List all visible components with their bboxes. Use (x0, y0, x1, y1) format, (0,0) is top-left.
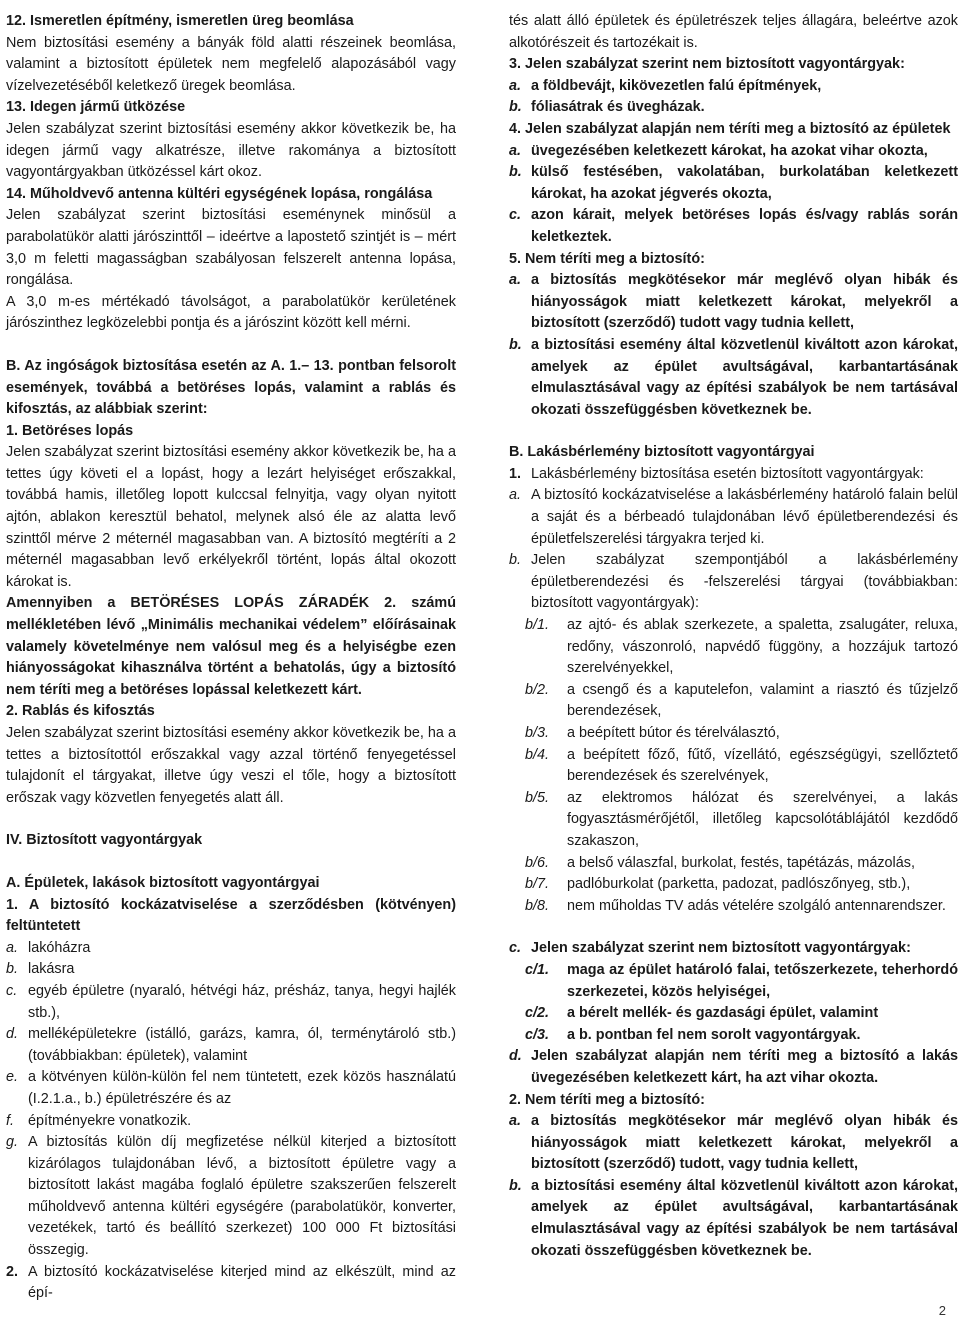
list-item (6, 1067, 456, 1110)
sub-list-item (509, 615, 958, 680)
list-text: Jelen szabályzat szempontjából a lakásbérlemény épületberendezési és -felszerelési tárgyai (továbbiakban: biztosított vagyontárgyak): (531, 552, 958, 612)
list-marker: d. (509, 1048, 522, 1065)
list-text: fóliasátrak és üvegházak. (531, 99, 705, 116)
list-item (509, 335, 958, 421)
section-12-title: 12. Ismeretlen építmény, ismeretlen üreg beomlása (6, 13, 354, 29)
list-marker: a. (6, 939, 19, 956)
list-item (6, 959, 456, 981)
sub-list-marker: b/6. (525, 854, 550, 871)
list-marker: a. (509, 77, 522, 94)
list-item (509, 1176, 958, 1262)
section-a1-title: 1. A biztosító kockázatviselése a szerződésben (kötvényen) feltüntetett (6, 896, 456, 935)
section-a2-number: 2. (6, 1263, 19, 1280)
sub-list-item (509, 680, 958, 723)
section-b1-title: 1. Betöréses lopás (6, 422, 134, 439)
list-marker: b. (6, 961, 19, 978)
list-item (509, 76, 958, 98)
section-14-title: 14. Műholdvevő antenna kültéri egységének lopása, rongálása (6, 185, 433, 202)
sub-list-text: a b. pontban fel nem sorolt vagyontárgyak. (567, 1026, 861, 1043)
section-14-text: Jelen szabályzat szerint biztosítási eseménynek minősül a parabolatükör alatti járószinttől – ideértve a lapostető szintjét is – mért 3,0 m feletti magasságban szabályosan felszerelt antenna lopása, rongálása. (6, 207, 456, 289)
list-text: azon kárait, melyek betöréses lopás és/vagy rablás során keletkeztek. (531, 207, 958, 245)
section-13-title: 13. Idegen jármű ütközése (6, 99, 186, 116)
section-2-title: 2. Nem téríti meg a biztosító: (509, 1091, 705, 1108)
section-rb1 (509, 464, 958, 486)
sub-list-item (509, 960, 958, 1003)
sub-list-text: a csengő és a kaputelefon, valamint a riasztó és tűzjelző berendezések, (567, 681, 958, 720)
section-b2-title: 2. Rablás és kifosztás (6, 703, 155, 720)
sub-list-item (509, 874, 958, 896)
list-marker: b. (509, 336, 522, 353)
sub-list-marker: b/5. (525, 789, 550, 806)
section-b1-clause: Amennyiben a BETÖRÉSES LOPÁS ZÁRADÉK 2. számú mellékletében lévő „Minimális mechanikai védelem” előírásainak valamely követelménye nem valósul meg és a helyiségbe ezen hiányosságokat kihasználva történt a behatolás, úgy a biztosító nem téríti meg a betöréses lopással keletkezett kárt. (6, 595, 456, 698)
section-3-title: 3. Jelen szabályzat szerint nem biztosított vagyontárgyak: (509, 56, 905, 73)
right-column (509, 11, 958, 1262)
list-item (509, 485, 958, 550)
sub-list-marker: c/2. (525, 1005, 550, 1022)
list-text: A biztosító kockázatviselése a lakásbérlemény határoló falain belül a saját és a bérbeadó tulajdonában lévő épületberendezési és épületfelszerelési tárgyakra terjed ki. (531, 487, 958, 547)
list-marker: a. (509, 142, 522, 159)
list-text: építményekre vonatkozik. (28, 1112, 192, 1129)
list-item (509, 205, 958, 248)
section-b-rental-title: B. Lakásbérlemény biztosított vagyontárgyai (509, 444, 815, 461)
list-item (509, 141, 958, 163)
list-marker: a. (509, 487, 522, 504)
section-rb1-text: Lakásbérlemény biztosítása esetén biztosított vagyontárgyak: (531, 465, 924, 482)
list-text: a biztosítás megkötésekor már meglévő olyan hibák és hiányosságok miatt keletkezett károkat, melyekről a biztosított (szerződő) tudott, vagy tudnia kellett, (531, 1113, 958, 1173)
continued-text: tés alatt álló épületek és épületrészek teljes állagára, beleértve azok alkotórészeit és tartozékait is. (509, 13, 958, 51)
section-14-text-2: A 3,0 m-es mértékadó távolságot, a parabolatükör kerületének járószinthez legközelebbi pontja és a járószint között kell mérni. (6, 293, 456, 332)
list-item (6, 938, 456, 960)
list-text: a biztosítás megkötésekor már meglévő olyan hibák és hiányosságok miatt keletkezett károkat, melyekről a biztosított (szerződő) tudott vagy tudnia kellett, (531, 272, 958, 332)
list-text: külső festésében, vakolatában, burkolatában keletkezett károkat, ha azokat jégverés okozta, (531, 164, 958, 202)
list-text: a biztosítási esemény által közvetlenül kiváltott azon károkat, amelyek az épület avultságával, karbantartásának elmulasztásával vagy az építési szabályok be nem tartásával okozati összefüggésben következnek be. (531, 336, 958, 418)
list-marker: f. (6, 1112, 14, 1129)
list-text: lakóházra (28, 939, 91, 956)
sub-list-marker: c/1. (525, 961, 550, 978)
list-text: a biztosítási esemény által közvetlenül kiváltott azon károkat, amelyek az épület avultságával, karbantartásának elmulasztásával vagy az építési szabályok be nem tartásával okozati összefüggésben következnek be. (531, 1177, 958, 1259)
list-marker: c. (509, 940, 522, 957)
list-item (6, 1132, 456, 1262)
list-marker: b. (509, 1177, 522, 1194)
sub-list-text: az ajtó- és ablak szerkezete, a spaletta, zsalugáter, reluxa, redőny, vászonroló, napvédő függöny, a hozzájuk tartozó szerelvényekkel, (567, 617, 958, 677)
sub-list-marker: c/3. (525, 1026, 550, 1043)
section-b-title: B. Az ingóságok biztosítása esetén az A. 1.– 13. pontban felsorolt események, továbbá a betöréses lopás, valamint a rablás és kifosztás, az alábbiak szerint: (6, 357, 456, 418)
list-text: üvegezésében keletkezett károkat, ha azokat vihar okozta, (531, 142, 928, 159)
list-marker: b. (509, 164, 522, 181)
list-marker: c. (509, 207, 522, 224)
list-text: Jelen szabályzat szerint nem biztosított vagyontárgyak: (531, 940, 911, 957)
list-item (509, 1046, 958, 1089)
sub-list-item (509, 723, 958, 745)
section-a2-text: A biztosító kockázatviselése kiterjed mind az elkészült, mind az épí- (28, 1263, 456, 1302)
section-b2-text: Jelen szabályzat szerint biztosítási esemény akkor következik be, ha a tettes a biztosítottól erőszakkal vagy azzal történő fenyegetéssel tulajdonít el tárgyakat, illetve úgy veszi el tőle, hogy a biztosított erőszak vagy közvetlen fenyegetés alatt áll. (6, 725, 456, 806)
sub-list-text: padlóburkolat (parketta, padozat, padlószőnyeg, stb.), (567, 876, 911, 893)
list-item (509, 162, 958, 205)
list-item (509, 550, 958, 615)
sub-list-marker: b/3. (525, 725, 550, 741)
sub-list-item (509, 853, 958, 875)
section-a-title: A. Épületek, lakások biztosított vagyontárgyai (6, 874, 320, 891)
section-4-title: 4. Jelen szabályzat alapján nem téríti meg a biztosító az épületek (509, 120, 951, 137)
list-marker: a. (509, 272, 522, 289)
list-text: A biztosítás külön díj megfizetése nélkül kiterjed a biztosított kizárólagos tulajdonában lévő, a biztosított épületre vagy a biztosított lakást magába foglaló épületre szakszerűen felszerelt műholdvevő antenna kültéri egységére (parabolatükör, konverter, vezetékek, tartó és beállító szerkezet) 100 000 Ft biztosítási összegig. (28, 1134, 456, 1259)
b-sublist (509, 615, 958, 917)
list-marker: g. (6, 1134, 19, 1151)
sub-list-text: a bérelt mellék- és gazdasági épület, valamint (567, 1005, 879, 1022)
list-marker: b. (509, 552, 522, 569)
section-5-title: 5. Nem téríti meg a biztosító: (509, 250, 705, 267)
section-12-text: Nem biztosítási esemény a bányák föld alatti részeinek beomlása, valamint a biztosított épületek nem megfelelő alapozásából vagy vízelvezetéséből keletkező üregek beomlása. (6, 34, 456, 94)
list-marker: e. (6, 1069, 19, 1086)
sub-list-item (509, 1025, 958, 1047)
section-b1-text: Jelen szabályzat szerint biztosítási esemény akkor következik be, ha a tettes úgy követi el a lopást, hogy a lezárt helyiséget erőszakkal, továbbá hamis, illetőleg lopott kulccsal felnyitja, vagy olyan nyitott ajtón, ablakon keresztül behatol, melynek alsó éle az alatta levő szinttől mérve 2 méternél magasabban van. A biztosító megtéríti a 2 méternél magasabban levő erkélyekről történt, lopás által okozott károkat is. (6, 444, 456, 590)
list-item (509, 270, 958, 335)
list-text: a földbevájt, kikövezetlen falú építmények, (531, 77, 822, 94)
section-13-text: Jelen szabályzat szerint biztosítási esemény akkor következik be, ha idegen jármű vagy alkatrésze, illetve rakománya a biztosított vagyontárgyakban ütközéssel kárt okoz. (6, 120, 456, 181)
list-item (509, 97, 958, 119)
list-text: a kötvényen külön-külön fel nem tüntetett, ezek közös használatú (I.2.1.a., b.) épületrészére és az (28, 1069, 456, 1107)
section-a2 (6, 1262, 456, 1305)
chapter-iv-title: IV. Biztosított vagyontárgyak (6, 832, 203, 849)
sub-list-text: a belső válaszfal, burkolat, festés, tapétázás, mázolás, (567, 854, 915, 871)
list-text: egyéb épületre (nyaraló, hétvégi ház, présház, tanya, hegyi hajlék stb.), (28, 982, 456, 1021)
sub-list-item (509, 896, 958, 918)
list-item (6, 981, 456, 1024)
list-item (509, 1111, 958, 1176)
list-marker: a. (509, 1113, 522, 1130)
list-marker: c. (6, 982, 18, 999)
sub-list-marker: b/4. (525, 746, 550, 763)
sub-list-text: a beépített főző, fűtő, vízellátó, egészségügyi, szellőztető berendezések és szerelvények, (567, 746, 958, 785)
list-item (6, 1024, 456, 1067)
list-item (509, 938, 958, 960)
sub-list-text: nem műholdas TV adás vételére szolgáló antennarendszer. (567, 897, 946, 914)
list-text: melléképületekre (istálló, garázs, kamra, ól, terménytároló stb.) (továbbiakban: épületek), valamint (28, 1026, 456, 1064)
list-text: lakásra (28, 961, 75, 978)
sub-list-marker: b/7. (525, 876, 550, 893)
sub-list-marker: b/8. (525, 897, 550, 914)
list-marker: b. (509, 99, 522, 116)
sub-list-text: maga az épület határoló falai, tetőszerkezete, teherhordó szerkezetei, közös helyiségei, (567, 961, 958, 1000)
sub-list-marker: b/1. (525, 617, 550, 634)
sub-list-text: az elektromos hálózat és szerelvényei, a lakás fogyasztásmérőjétől, illetőleg kapcsolótáblájától kezdődő szakaszon, (567, 789, 958, 849)
sub-list-item (509, 788, 958, 853)
list-text: Jelen szabályzat alapján nem téríti meg a biztosító a lakás üvegezésében keletkezett kárt, ha azt vihar okozta. (531, 1048, 958, 1086)
list-item (6, 1111, 456, 1133)
sub-list-item (509, 1003, 958, 1025)
sub-list-text: a beépített bútor és térelválasztó, (567, 725, 780, 741)
sub-list-item (509, 745, 958, 788)
sub-list-marker: b/2. (525, 681, 550, 698)
page-number: 2 (938, 1303, 946, 1318)
section-rb1-number: 1. (509, 465, 522, 482)
list-marker: d. (6, 1026, 19, 1043)
a1-list (6, 938, 456, 1262)
left-column (6, 11, 456, 1305)
